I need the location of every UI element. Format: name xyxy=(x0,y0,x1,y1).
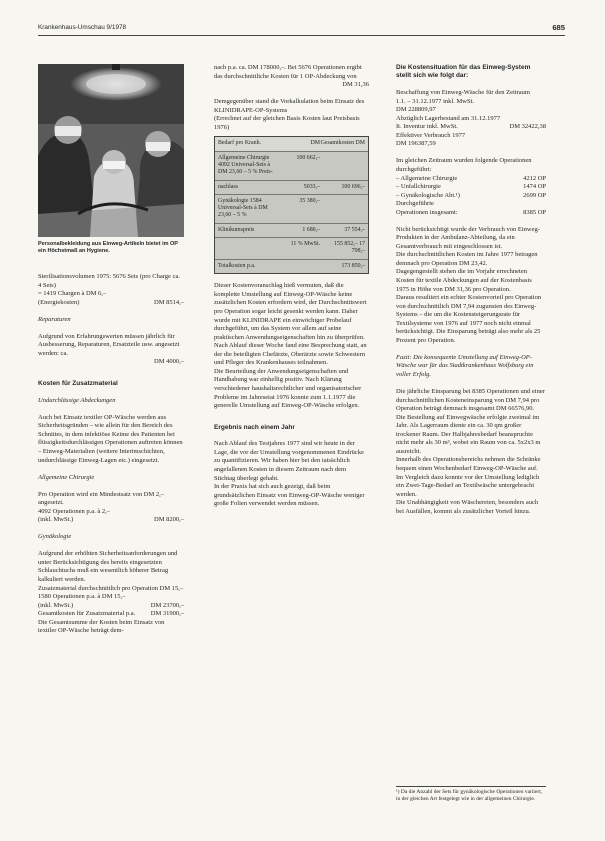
paragraph: Zusatzmaterial durchschnittlich pro Operation DM 15,– xyxy=(38,584,184,592)
table-row: Gynäkologie 1584 Universal-Sets à DM 23,60 – 5 % 35 380,– xyxy=(215,195,368,224)
section-subheading: Gynäkologie xyxy=(38,533,72,541)
surgery-photo xyxy=(38,64,184,237)
cost-line: (inkl. MwSt.) DM 23700,– xyxy=(38,601,184,609)
paragraph: Daraus resultiert ein echter Kostenvorteil pro Operation von durchschnittlich DM 7,94 zugunsten des Einweg-Systems – die um die Kostensteigerungsrate für Textilsysteme von 1976 auf 1977 noch nicht einmal berücksichtigt. Die Einsparung beträgt also mehr als 25 Prozent pro Operation. xyxy=(396,294,542,344)
operation-total-line: Operationen insgesamt: 8385 OP xyxy=(396,208,546,216)
table-row: Allgemeine Chirurgie 4092 Universal-Sets à DM 23,60 – 5 % Preis- 100 662,– xyxy=(215,152,368,181)
section-subheading: Undurchlässige Abdeckungen xyxy=(38,396,116,404)
paragraph: Auch bei Einsatz textiler OP-Wäsche werden aus Sicherheitsgründen – wie allein für den Bereich des Schnittes, in dem infektiöse Keime des Patienten bei flüssigkeitsdurchlässigen Operationen auftreten können – Einweg-Materialien (weitere Interimschichten, undurchlässige Einweg-Lagen etc.) eingesetzt. xyxy=(38,413,183,464)
paragraph: Aufgrund von Erfahrungswerten müssen jährlich für Ausbesserung, Reparaturen, Ersatzteile usw. angesetzt werden: ca. xyxy=(38,332,180,357)
table-row: Klinikumspreis 1 680,– 37 554,– xyxy=(215,224,368,238)
paragraph: Durchgeführte xyxy=(396,200,434,208)
cost-line: Gesamtkosten für Zusatzmaterial p.a. DM 31900,– xyxy=(38,610,184,618)
paragraph: nach p.a. ca. DM 178000,–. Bei 5676 Operationen ergibt das durchschnittliche Kosten für 1 OP-Abdeckung von xyxy=(214,64,362,80)
paragraph: Effektiver Verbrauch 1977 xyxy=(396,131,466,139)
paragraph: Die Unabhängigkeit von Wäschereien, besonders auch bei Ausfällen, kommt als zusätzlicher Vorteil hinzu. xyxy=(396,499,539,515)
column-middle xyxy=(214,64,369,509)
page-number: 685 xyxy=(552,23,565,32)
surgery-photo-illustration xyxy=(38,64,184,237)
table-header-row: Bedarf pro Kranh. DM Gesamtkosten DM xyxy=(215,137,368,151)
paragraph: Im gleichen Zeitraum wurden folgende Operationen durchgeführt: xyxy=(396,157,532,173)
paragraph: Nicht berücksichtigt wurde der Verbrauch von Einweg-Produkten in der Ambulanz-Abteilung, da ein Gesamtverbrauch mit eingeschlossen ist. xyxy=(396,225,540,250)
column-right xyxy=(396,64,546,516)
cost-line: It. Inventur inkl. MwSt. DM 32422,38 xyxy=(396,123,546,131)
paragraph: Dagegengestellt stehen die im Vorjahr errechneten Kosten für textile Abdeckungen auf der Kostenbasis 1975 in Höhe von DM 31,36 pro Operation. xyxy=(396,268,532,293)
table-row: Totalkosten p.a. 173 850,– xyxy=(218,262,365,269)
paragraph: Nach Ablauf des Testjahres 1977 sind wir heute in der Lage, die vor der Umstellung vorgenommenen Eindrücke zu quantifizieren. Wir haben hier bei den tatsächlich angefallenen Kosten in diesem Zeitraum nach dem Stichtag überlegt gehabt. xyxy=(214,440,364,482)
section-subheading: Reparaturen xyxy=(38,315,71,323)
section-subheading: Allgemeine Chirurgie xyxy=(38,473,95,481)
paragraph: Die durchschnittlichen Kosten im Jahre 1977 betragen demnach pro Operation DM 23,42. xyxy=(396,251,538,267)
paragraph: Aufgrund der erhöhten Sicherheitsanforderungen und unter Berücksichtigung des bereits eingesetzten Schlauchtuchs muß ein wesentlich höherer Betrag kalkuliert werden. xyxy=(38,550,178,583)
section-heading: Kosten für Zusatzmaterial xyxy=(38,379,118,387)
section-heading: Ergebnis nach einem Jahr xyxy=(214,423,295,431)
operation-line: – Gynäkologische Abt.¹) 2699 OP xyxy=(396,191,546,199)
footnote: ¹) Da die Anzahl der Sets für gynäkologische Operationen variiert, in der gleichen Art festgelegt wie in der allgemeinen Chirurgie. xyxy=(396,786,546,803)
paragraph: DM 228809,97 xyxy=(396,106,436,114)
paragraph: Pro Operation wird ein Mindestsatz von DM 2,– angesetzt. xyxy=(38,490,165,507)
conclusion: Fazit: Die konsequente Umstellung auf Einweg-OP-Wäsche war für das Stadtkrankenhaus Wolfsburg ein voller Erfolg. xyxy=(396,353,534,378)
paragraph: Dieser Kostenvoranschlag hieß vermuten, daß die komplette Umstellung auf Einweg-OP-Wäsche keine zusätzlichen Kosten erfordern wird, der Durchschnittswert pro Operation sogar leicht gesenkt werden kann. Daher wurde mit KLINIDRAPE ein einwöchiger Probelauf durchgeführt, um das System vor allem auf seine praktischen Anwendungseigenschaften hin zu überprüfen. xyxy=(214,282,367,341)
paragraph: In der Praxis hat sich auch gezeigt, daß beim grundsätzlichen Einsatz von Einweg-OP-Wäsche weniger große Folien verwendet werden müssen. xyxy=(214,483,365,508)
paragraph: 1580 Operationen p.a. à DM 15,– xyxy=(38,593,126,601)
paragraph: Nach Ablauf dieser Woche fand eine Besprechung statt, an der die beteiligten Chefärzte, Oberärzte sowie Schwestern und Pfleger des Krankenhauses teilnahmen. xyxy=(214,342,367,367)
page-header xyxy=(38,22,565,36)
paragraph: Die jährliche Einsparung bei 8385 Operationen und einer durchschnittlichen Kosteneinsparung von DM 7,94 pro Operation beträgt demnach insgesamt DM 66576,90. xyxy=(396,388,545,413)
journal-title: Krankenhaus-Umschau 9/1978 xyxy=(38,24,127,31)
paragraph: Sterilisationsvolumen 1975: 5676 Sets (pro Charge ca. 4 Sets) xyxy=(38,273,180,289)
paragraph: DM 196387,59 xyxy=(396,140,436,148)
paragraph: Die Bestellung auf Einwegwäsche erfolgte zweimal im Jahr. Als Lagerraum diente ein ca. 30 qm großer trockener Raum. Der Halbjahresbedarf beanspruchte nicht mehr als 30 m³, wobei ein Raum von ca. 5x2x3 m ausreicht. xyxy=(396,413,541,455)
paragraph: 4092 Operationen p.a. à 2,– xyxy=(38,507,111,515)
paragraph: = 1419 Chargen à DM 6,– xyxy=(38,290,107,298)
column-left xyxy=(38,273,184,636)
table-row: nachlass 5033,– 100 696,– xyxy=(215,181,368,195)
operation-line: – Allgemeine Chirurgie 4212 OP xyxy=(396,174,546,182)
paragraph: 1.1. – 31.12.1977 inkl. MwSt. xyxy=(396,97,475,105)
paragraph: Abzüglich Lagerbestand am 31.12.1977 xyxy=(396,114,501,122)
paragraph: (Errechnet auf der gleichen Basis Kosten laut Preisbasis 1976) xyxy=(214,115,360,131)
cost-line: DM 4000,– xyxy=(154,358,184,366)
operation-line: – Unfallchirurgie 1474 OP xyxy=(396,183,546,191)
cost-line: (Energiekosten) DM 8514,– xyxy=(38,298,184,306)
cost-line: (inkl. MwSt.) DM 8200,– xyxy=(38,516,184,524)
cost-line: DM 31,36 xyxy=(342,81,369,89)
cost-table xyxy=(214,136,369,274)
section-heading: Die Kostensituation für das Einweg-System stellt sich wie folgt dar: xyxy=(396,64,531,80)
photo-caption: Personalbekleidung aus Einweg-Artikeln bietet im OP ein Höchstmaß an Hygiene. xyxy=(38,241,178,254)
paragraph: Demgegenüber stand die Vorkalkulation beim Einsatz des KLINIDRAPE-OP-Systems xyxy=(214,98,365,114)
paragraph: Beschaffung von Einweg-Wäsche für den Zeitraum xyxy=(396,89,530,97)
paragraph: Innerhalb des Operationsbereichs nehmen die Schränke bequem einen Wochenbedarf Einweg-OP-Wäsche auf. Im Vergleich dazu konnte vor der Umstellung lediglich ein Zwei-Tage-Bedarf an Textilwäsche untergebracht werden. xyxy=(396,456,541,498)
table-row: 11 % MwSt. 155 852,– 17 798,– xyxy=(215,238,368,260)
paragraph: Die Gesamtsumme der Kosten beim Einsatz von textiler OP-Wäsche beträgt dem- xyxy=(38,618,165,635)
paragraph: Die Beurteilung der Anwendungseigenschaften und Handhabung war einhellig positiv. Nach Klärung verschiedener haushaltsrechtlicher und organisatorischer Probleme im Jahresetat 1976 konnte zum 1.1.1977 die generelle Umstellung auf Einweg-OP-Wäsche erfolgen. xyxy=(214,367,362,410)
